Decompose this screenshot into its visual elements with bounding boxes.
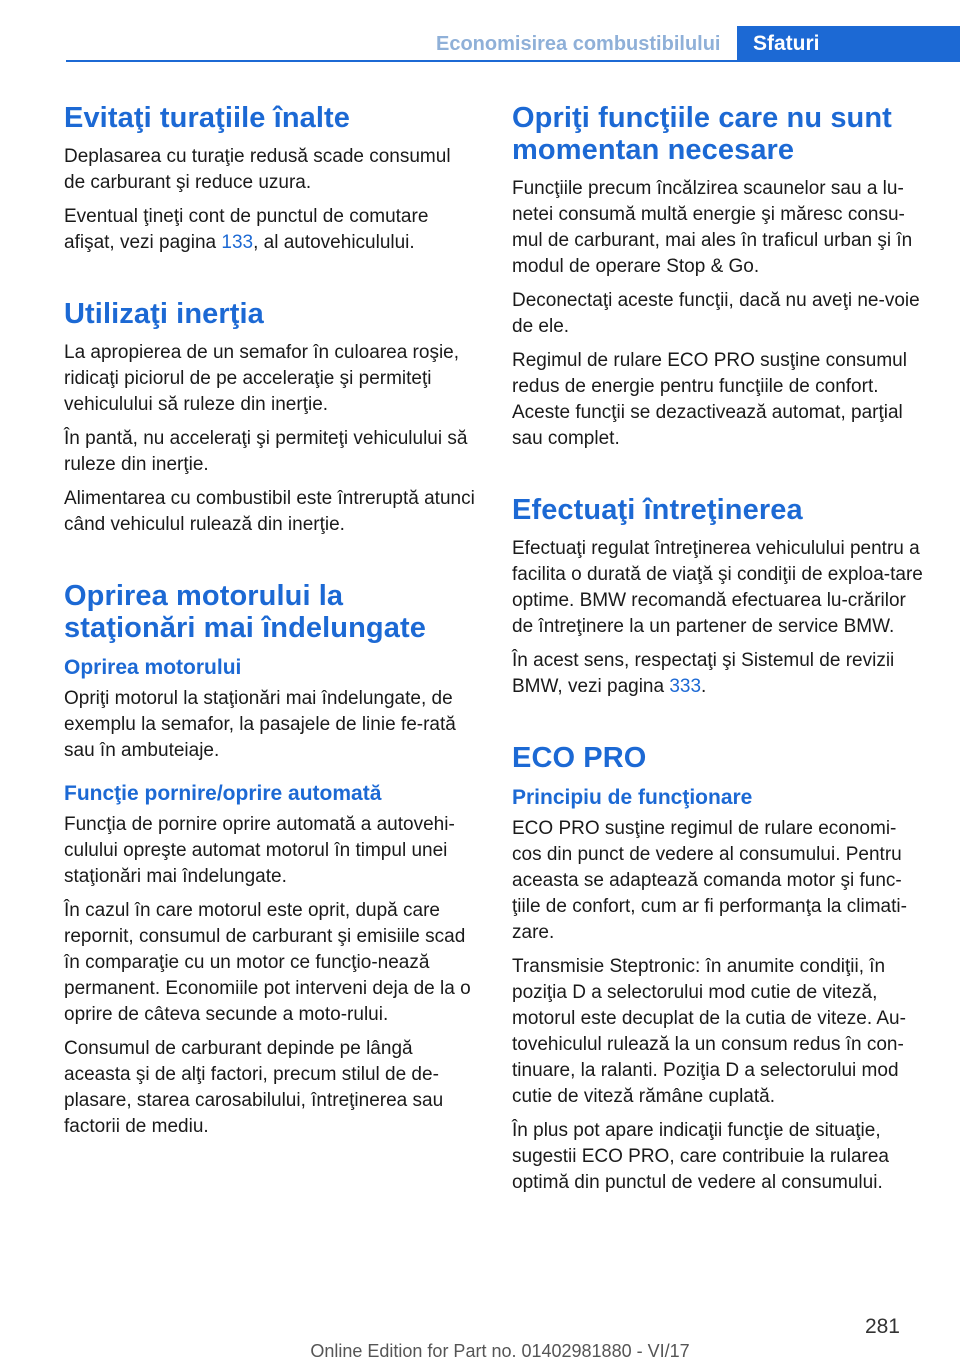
paragraph: În pantă, nu acceleraţi şi permiteţi vehiculului să ruleze din inerţie. [64,428,468,475]
page-link-333[interactable]: 333 [669,676,702,697]
paragraph: Consumul de carburant depinde pe lângă aceasta şi de alţi factori, precum stilul de de-plasare, starea carosabilului, întreţinerea sau factorii de mediu. [64,1038,444,1137]
edition-footer: Online Edition for Part no. 01402981880 - VI/17 [310,1341,690,1361]
section-title-coasting: Utilizaţi inerţia [64,298,264,330]
right-column [512,102,924,1204]
section-title-high-revs: Evitaţi turaţiile înalte [64,102,351,134]
section-title-maintenance: Efectuaţi întreţinerea [512,494,803,526]
paragraph: ECO PRO susţine regimul de rulare economi-cos din punct de vedere al consumului. Pentru aceasta se adaptează comanda motor şi func-ţiile de confort, cum ar fi performanţa la climati-zare. [512,818,907,943]
subsection-title-engine-stop: Oprirea motorului [64,656,242,679]
paragraph: Regimul de rulare ECO PRO susţine consumul redus de energie pentru funcţiile de confort. Aceste funcţii se dezactivează automat, parţial sau complet. [512,350,907,449]
paragraph: Deconectaţi aceste funcţii, dacă nu aveţi ne-voie de ele. [512,290,920,337]
page-number: 281 [864,1315,900,1338]
paragraph: Funcţiile precum încălzirea scaunelor sau a lu-netei consumă multă energie şi măresc consu-mul de carburant, mai ales în traficul urban şi în modul de operare Stop & Go. [512,178,913,277]
section-title-eco-pro: ECO PRO [512,742,647,774]
header-rule [66,60,737,62]
paragraph: Efectuaţi regulat întreţinerea vehiculului pentru a facilita o durată de viaţă şi condiţii de exploa-tare optime. BMW recomandă efectuarea lu-crărilor de întreţinere la un partener de service BMW. [512,538,923,637]
left-column [64,102,476,1148]
paragraph: La apropierea de un semafor în culoarea roşie, ridicaţi piciorul de pe acceleraţie şi permiteţi vehiculului să ruleze din inerţie. [64,342,460,415]
paragraph: Opriţi motorul la staţionări mai îndelungate, de exemplu la semafor, la pasajele de linie fe-rată sau în ambuteiaje. [64,688,456,761]
paragraph: În plus pot apare indicaţii funcţie de situaţie, sugestii ECO PRO, care contribuie la rularea optimă din punctul de vedere al consumului. [512,1120,889,1193]
header-section-title: Economisirea combustibilului [436,33,721,55]
paragraph: Alimentarea cu combustibil este întreruptă atunci când vehiculul rulează din inerţie. [64,488,475,535]
paragraph: Deplasarea cu turaţie redusă scade consumul de carburant şi reduce uzura. [64,146,451,193]
paragraph: Funcţia de pornire oprire automată a autovehi-culului opreşte automat motorul în timpul unei staţionări mai îndelungate. [64,814,455,887]
subsection-title-auto-start-stop: Funcţie pornire/oprire automată [64,782,382,805]
section-title-unneeded-functions: Opriţi funcţiile care nu sunt momentan necesare [512,102,892,166]
section-title-engine-stop: Oprirea motorului la staţionări mai îndelungate [64,580,426,644]
subsection-title-principle: Principiu de funcţionare [512,786,753,809]
paragraph: Transmisie Steptronic: în anumite condiţii, în poziţia D a selectorului mod cutie de viteză, motorul este decuplat de la cutia de viteze. Au-tovehiculul rulează la un consum redus în con-tinuare, la ralanti. Poziţia D a selectorului mod cutie de viteză rămâne cuplată. [512,956,906,1107]
paragraph: Eventual ţineţi cont de punctul de comutare afişat, vezi pagina 133, al autovehiculului. [64,206,429,253]
page-link-133[interactable]: 133 [221,232,254,253]
paragraph: În cazul în care motorul este oprit, după care repornit, consumul de carburant şi emisiile scad în comparaţie cu un motor ce funcţio-nează permanent. Economiile pot interveni deja de la o oprire de câteva secunde a moto-rului. [64,900,471,1025]
paragraph: În acest sens, respectaţi şi Sistemul de revizii BMW, vezi pagina 333. [512,650,895,697]
header-tab: Sfaturi [737,26,960,62]
